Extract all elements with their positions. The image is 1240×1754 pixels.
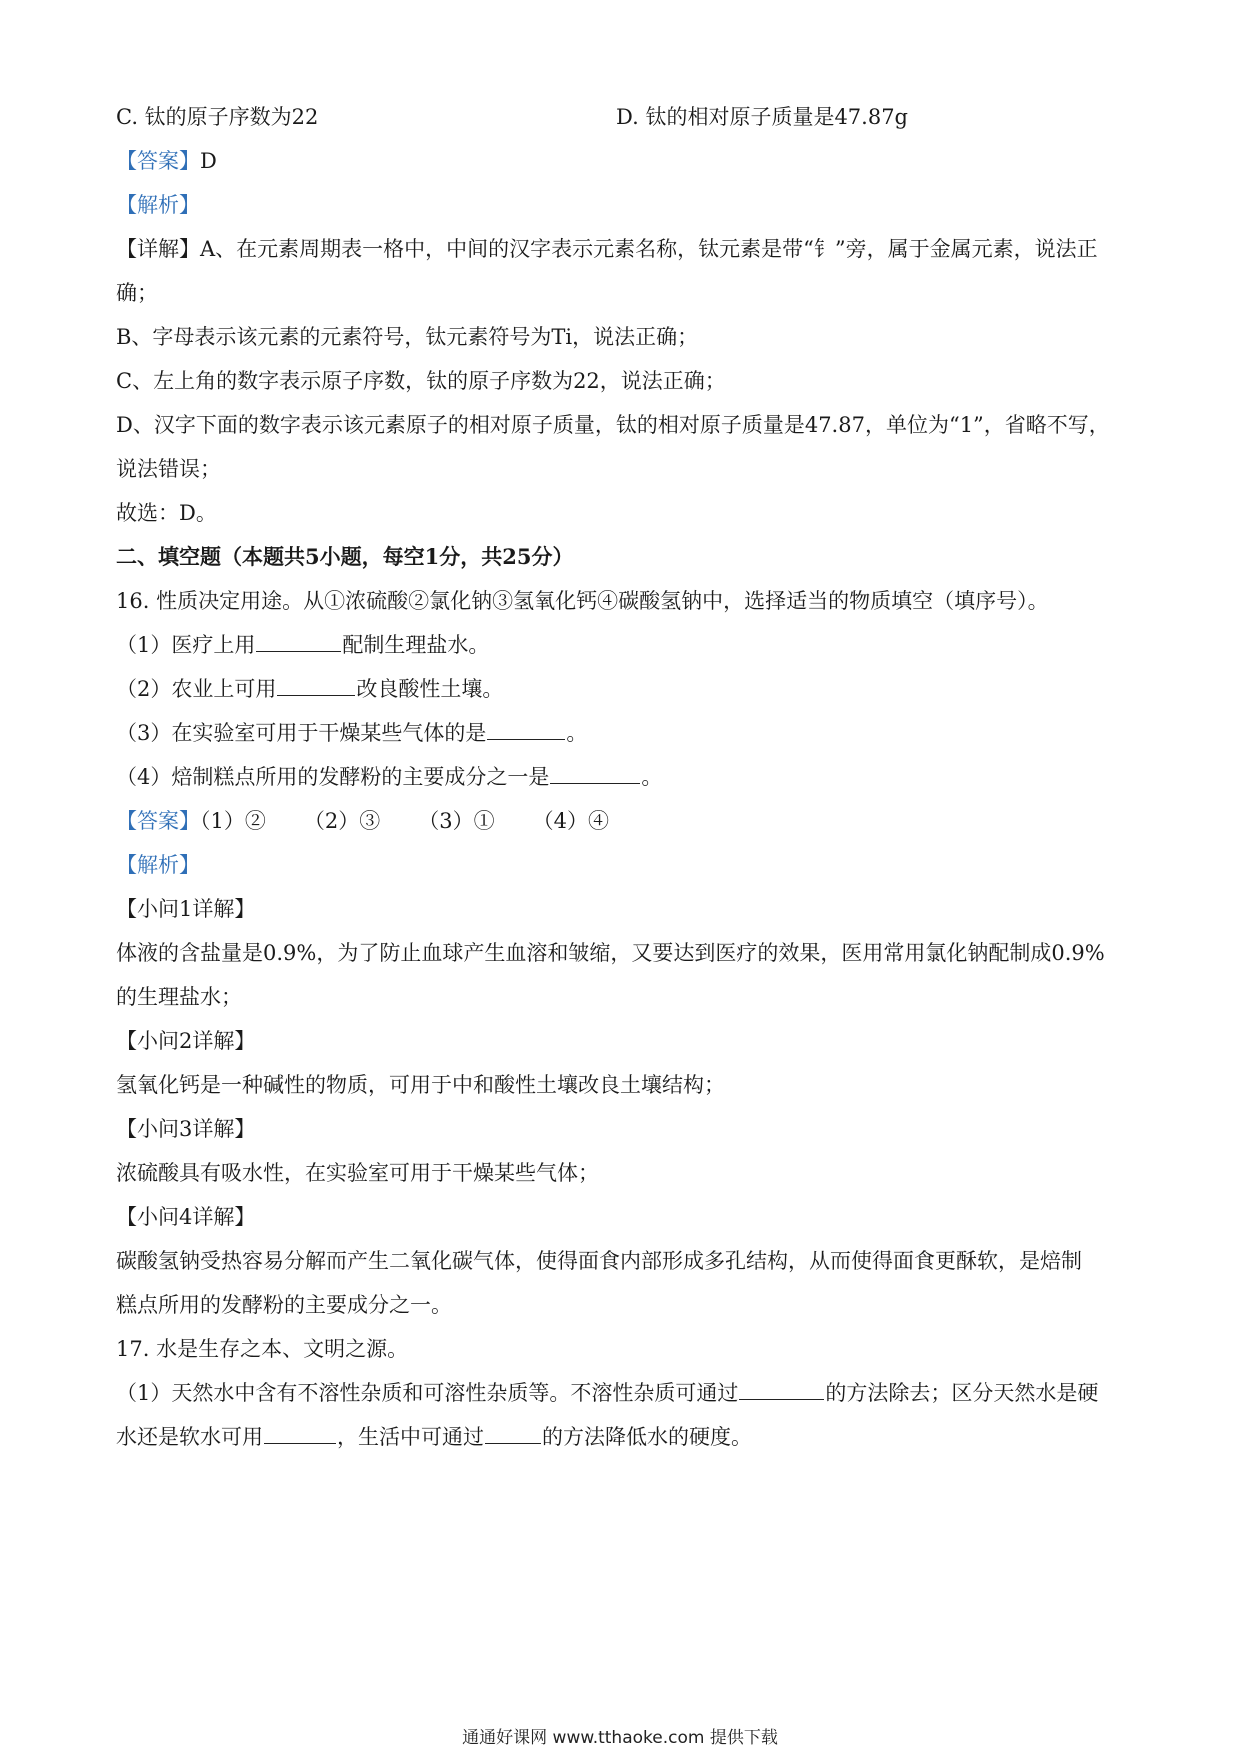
answer-3: （3）①	[418, 809, 495, 833]
q15-option-d: D. 钛的相对原子质量是47.87g	[616, 105, 908, 129]
answer-blank	[485, 1423, 541, 1444]
q16-sub4-detail-tag: 【小问4详解】	[116, 1205, 256, 1229]
answer-blank	[256, 631, 341, 652]
q16-sub2-detail: 氢氧化钙是一种碱性的物质，可用于中和酸性土壤改良土壤结构；	[116, 1073, 725, 1097]
q16-stem: 16. 性质决定用途。从①浓硫酸②氯化钠③氢氧化钙④碳酸氢钠中，选择适当的物质填空（填序号）。	[116, 589, 1049, 613]
answer-blank	[487, 719, 565, 740]
section-heading: 二、填空题（本题共5小题，每空1分，共25分）	[116, 544, 574, 569]
q17-sub1-line2	[116, 1422, 1136, 1452]
answer-blank	[264, 1423, 336, 1444]
answer-value: D	[200, 149, 217, 173]
q16-sub3-text-end: 。	[566, 721, 588, 745]
q17-sub1b-text-end: 的方法降低水的硬度。	[542, 1425, 752, 1449]
q16-sub4	[116, 762, 1136, 792]
answer-blank	[277, 675, 355, 696]
q16-sub4-detail-line1: 碳酸氢钠受热容易分解而产生二氧化碳气体，使得面食内部形成多孔结构，从而使得面食更酥软，是焙制	[116, 1249, 1082, 1273]
q17-sub1b-text-mid: ，生活中可通过	[337, 1425, 484, 1449]
q15-detail-a-line1	[116, 234, 1136, 264]
q16-sub2	[116, 674, 1136, 704]
answer-2: （2）③	[303, 809, 381, 833]
answer-1: （1）②	[200, 809, 266, 833]
q16-answer	[116, 806, 1136, 836]
q17-sub1-text-mid: 的方法除去；区分天然水是硬	[825, 1381, 1099, 1405]
q16-sub1-text: （1）医疗上用	[116, 633, 256, 657]
q16-sub3-detail: 浓硫酸具有吸水性，在实验室可用于干燥某些气体；	[116, 1161, 599, 1185]
q16-sub3-text: （3）在实验室可用于干燥某些气体的是	[116, 721, 487, 745]
q15-detail-d-line2: 说法错误；	[116, 457, 221, 481]
q16-sub1-detail-line2: 的生理盐水；	[116, 985, 242, 1009]
answer-tag: 【答案】	[116, 149, 200, 173]
q15-choice: 故选：D。	[116, 501, 217, 525]
answer-blank	[739, 1379, 824, 1400]
q16-sub1-detail-line1: 体液的含盐量是0.9%，为了防止血球产生血溶和皱缩，又要达到医疗的效果，医用常用氯化钠配制成0.9%	[116, 941, 1105, 965]
q15-detail-a-line2: 确；	[116, 281, 158, 305]
q15-detail-b: B、字母表示该元素的元素符号，钛元素符号为Ti，说法正确；	[116, 325, 699, 349]
page-footer: 通通好课网 www.tthaoke.com 提供下载	[462, 1728, 778, 1748]
q16-sub4-text: （4）焙制糕点所用的发酵粉的主要成分之一是	[116, 765, 550, 789]
q16-sub3	[116, 718, 1136, 748]
q16-sub2-text-end: 改良酸性土壤。	[356, 677, 504, 701]
detail-a-text: A、在元素周期表一格中，中间的汉字表示元素名称，钛元素是带“钅”旁，属于金属元素，说法正	[200, 237, 1098, 261]
q16-analysis-tag: 【解析】	[116, 853, 200, 877]
q15-options-row	[116, 102, 1136, 132]
q16-sub1-text-end: 配制生理盐水。	[342, 633, 490, 657]
q17-sub1-text: （1）天然水中含有不溶性杂质和可溶性杂质等。不溶性杂质可通过	[116, 1381, 739, 1405]
q16-sub1	[116, 630, 1136, 660]
q16-sub1-detail-tag: 【小问1详解】	[116, 897, 256, 921]
q15-option-c: C. 钛的原子序数为22	[116, 105, 319, 129]
q17-stem: 17. 水是生存之本、文明之源。	[116, 1337, 409, 1361]
q15-answer	[116, 146, 1136, 176]
q15-analysis-tag: 【解析】	[116, 193, 200, 217]
q15-detail-d-line1: D、汉字下面的数字表示该元素原子的相对原子质量，钛的相对原子质量是47.87，单位为“1”，省略不写，	[116, 413, 1110, 437]
q15-detail-c: C、左上角的数字表示原子序数，钛的原子序数为22，说法正确；	[116, 369, 726, 393]
q16-sub2-text: （2）农业上可用	[116, 677, 277, 701]
q16-sub3-detail-tag: 【小问3详解】	[116, 1117, 256, 1141]
q17-sub1-line1	[116, 1378, 1136, 1408]
q16-sub4-detail-line2: 糕点所用的发酵粉的主要成分之一。	[116, 1293, 452, 1317]
detail-tag: 【详解】	[116, 237, 200, 261]
answer-tag: 【答案】	[116, 809, 200, 833]
q17-sub1b-text: 水还是软水可用	[116, 1425, 263, 1449]
q16-sub2-detail-tag: 【小问2详解】	[116, 1029, 256, 1053]
answer-4: （4）④	[532, 809, 609, 833]
q16-sub4-text-end: 。	[641, 765, 663, 789]
answer-blank	[550, 763, 640, 784]
